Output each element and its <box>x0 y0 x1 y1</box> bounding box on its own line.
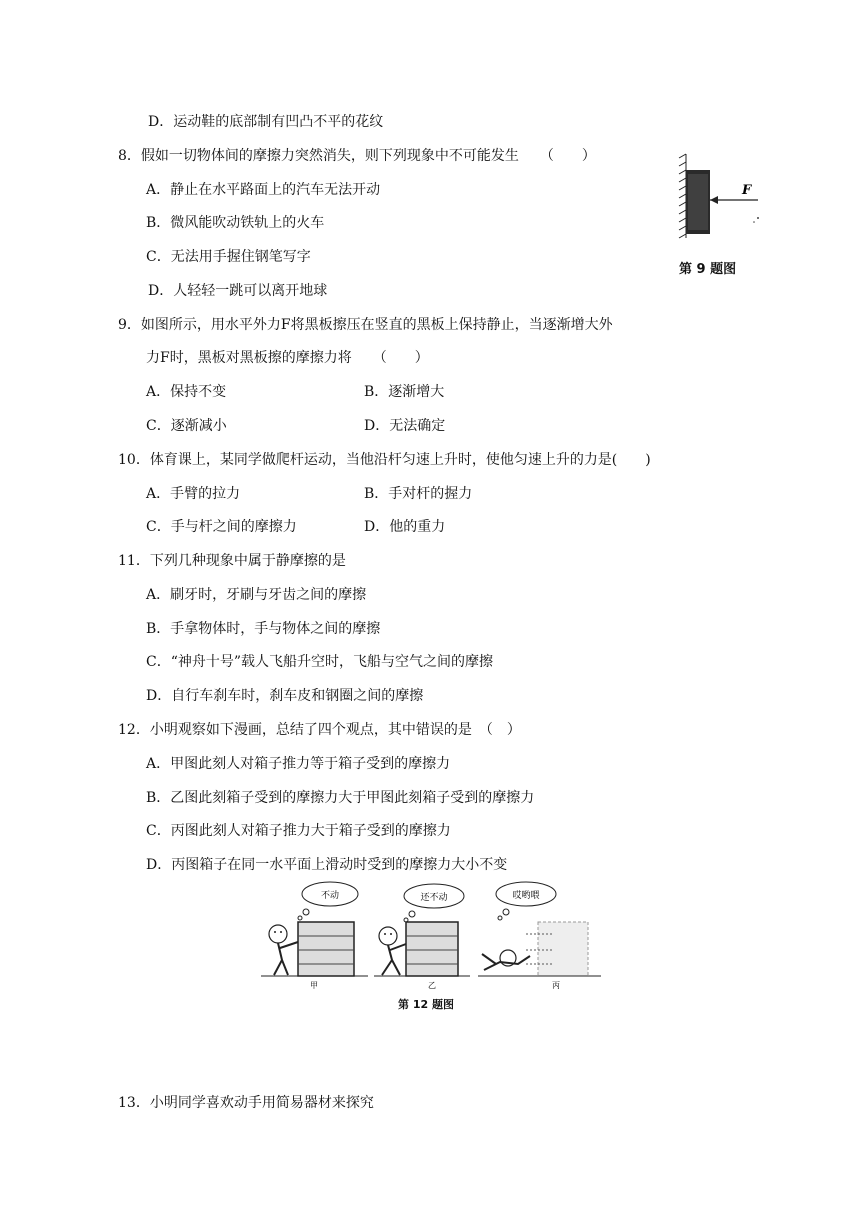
q12-stem: 12．小明观察如下漫画，总结了四个观点，其中错误的是 （ ） <box>118 722 521 738</box>
q12-option-a: A．甲图此刻人对箱子推力等于箱子受到的摩擦力 <box>146 756 451 772</box>
label-bing: 丙 <box>552 981 560 990</box>
q12-option-c: C．丙图此刻人对箱子推力大于箱子受到的摩擦力 <box>146 823 451 839</box>
label-yi: 乙 <box>428 981 436 990</box>
q11-option-b: B．手拿物体时，手与物体之间的摩擦 <box>146 621 381 637</box>
bubble-bing-text: 哎哟喂 <box>512 891 540 901</box>
q12-option-b: B．乙图此刻箱子受到的摩擦力大于甲图此刻箱子受到的摩擦力 <box>146 790 535 806</box>
bubble-jia-text: 不动 <box>320 891 340 901</box>
q9-stem-line1: 9．如图所示，用水平外力F将黑板擦压在竖直的黑板上保持静止，当逐渐增大外 <box>118 317 613 333</box>
q7-option-d: D．运动鞋的底部制有凹凸不平的花纹 <box>148 114 384 130</box>
panel-jia <box>261 882 368 990</box>
q8-option-b: B．微风能吹动铁轨上的火车 <box>146 215 325 231</box>
q13-stem: 13．小明同学喜欢动手用简易器材来探究 <box>118 1095 374 1111</box>
panel-yi <box>374 884 470 990</box>
force-label: F <box>742 183 752 198</box>
q8-stem: 8．假如一切物体间的摩擦力突然消失，则下列现象中不可能发生 （ ） <box>118 148 596 164</box>
q11-stem: 11．下列几种现象中属于静摩擦的是 <box>118 553 346 569</box>
figure-12-caption: 第 12 题图 <box>398 998 454 1011</box>
q10-option-d: D．他的重力 <box>364 519 446 535</box>
q10-option-a: A．手臂的拉力 <box>146 486 241 502</box>
q9-stem-line2: 力F时，黑板对黑板擦的摩擦力将 （ ） <box>146 350 429 366</box>
bubble-yi-text: 还不动 <box>420 893 448 903</box>
wall-hatching <box>679 154 686 238</box>
q11-option-c: C．“神舟十号”载人飞船升空时，飞船与空气之间的摩擦 <box>146 654 494 670</box>
q10-option-b: B．手对杆的握力 <box>364 486 473 502</box>
q10-option-c: C．手与杆之间的摩擦力 <box>146 519 297 535</box>
q11-option-a: A．刷牙时，牙刷与牙齿之间的摩擦 <box>146 587 367 603</box>
q9-option-b: B．逐渐增大 <box>364 384 445 400</box>
figure-12-cartoon <box>256 880 606 990</box>
q11-option-d: D．自行车刹车时，刹车皮和钢圈之间的摩擦 <box>146 688 424 704</box>
q9-option-d: D．无法确定 <box>364 418 446 434</box>
q9-option-a: A．保持不变 <box>146 384 227 400</box>
figure-9-caption: 第 9 题图 <box>679 262 737 277</box>
q8-option-d: D．人轻轻一跳可以离开地球 <box>148 283 328 299</box>
q9-option-c: C．逐渐减小 <box>146 418 227 434</box>
label-jia: 甲 <box>310 981 318 990</box>
panel-bing <box>478 882 601 990</box>
q12-option-d: D．丙图箱子在同一水平面上滑动时受到的摩擦力大小不变 <box>146 857 508 873</box>
q10-stem: 10．体育课上，某同学做爬杆运动，当他沿杆匀速上升时，使他匀速上升的力是( ) <box>118 452 651 468</box>
q8-option-c: C．无法用手握住钢笔写字 <box>146 249 311 265</box>
q8-option-a: A．静止在水平路面上的汽车无法开动 <box>146 182 381 198</box>
